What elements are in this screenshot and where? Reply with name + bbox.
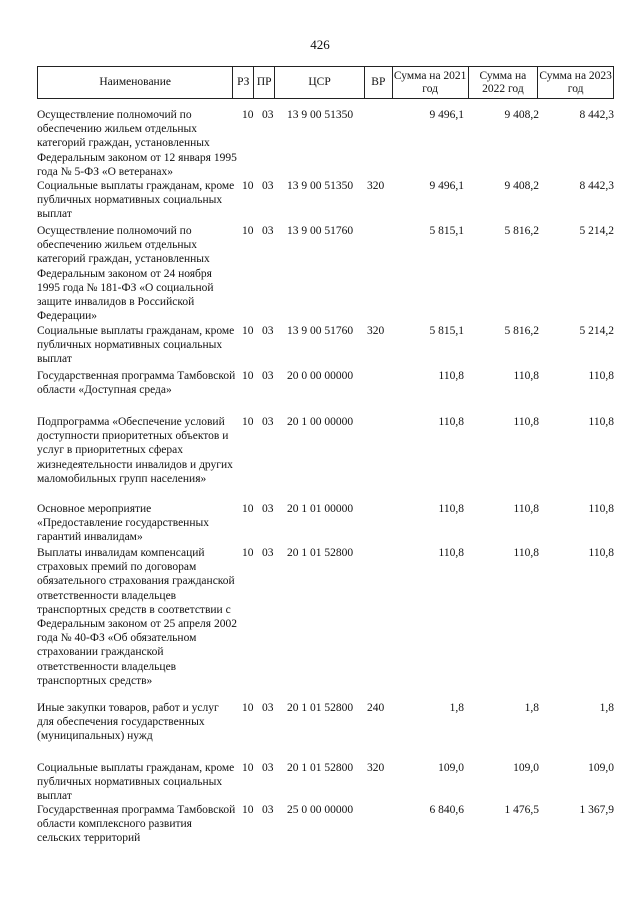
row-csr: 13 9 00 51350 [287, 109, 354, 121]
row-sum-2021: 6 840,6 [429, 804, 464, 816]
row-name: Иные закупки товаров, работ и услуг для обеспечения государственных (муниципальных) нужд [37, 702, 219, 743]
table-row [37, 546, 614, 701]
row-sum-2023: 8 442,3 [579, 109, 614, 121]
row-rz: 10 [242, 702, 254, 714]
header-sum-2021: Сумма на 2021 год [393, 67, 469, 98]
row-sum-2023: 1,8 [599, 702, 614, 714]
row-rz: 10 [242, 416, 254, 428]
row-vr: 320 [367, 325, 385, 337]
row-pr: 03 [262, 225, 274, 237]
row-sum-2022: 9 408,2 [504, 180, 539, 192]
row-sum-2023: 110,8 [588, 416, 614, 428]
header-csr: ЦСР [275, 67, 365, 98]
row-rz: 10 [242, 180, 254, 192]
row-pr: 03 [262, 325, 274, 337]
row-sum-2021: 5 815,1 [429, 325, 464, 337]
table-row [37, 224, 614, 324]
row-name: Выплаты инвалидам компенсаций страховых премий по договорам обязательного страхования гражданской ответственности владельцев транспортных средств в соответствии с Федеральным законом от 25 апреля 2002 года № 40-ФЗ «Об обязательном страховании гражданской ответственности владельцев транспортных средств» [37, 547, 237, 687]
row-sum-2022: 109,0 [513, 762, 539, 774]
table-row [37, 415, 614, 502]
row-sum-2022: 1,8 [524, 702, 539, 714]
row-sum-2022: 110,8 [513, 416, 539, 428]
row-pr: 03 [262, 370, 274, 382]
header-rz: РЗ [233, 67, 254, 98]
row-sum-2023: 110,8 [588, 370, 614, 382]
row-pr: 03 [262, 416, 274, 428]
row-name: Государственная программа Тамбовской области «Доступная среда» [37, 370, 236, 397]
row-pr: 03 [262, 547, 274, 559]
row-rz: 10 [242, 503, 254, 515]
row-sum-2023: 110,8 [588, 503, 614, 515]
header-pr: ПР [254, 67, 275, 98]
row-pr: 03 [262, 503, 274, 515]
row-sum-2021: 5 815,1 [429, 225, 464, 237]
row-rz: 10 [242, 762, 254, 774]
header-sum-2023: Сумма на 2023 год [539, 69, 612, 95]
row-sum-2021: 109,0 [438, 762, 464, 774]
row-sum-2022: 110,8 [513, 503, 539, 515]
row-sum-2023: 8 442,3 [579, 180, 614, 192]
row-name: Осуществление полномочий по обеспечению жильем отдельных категорий граждан, установленных Федеральным законом от 12 января 1995 года № 5-ФЗ «О ветеранах» [37, 109, 237, 178]
table-row [37, 761, 614, 803]
table-row [37, 108, 614, 179]
row-name: Осуществление полномочий по обеспечению жильем отдельных категорий граждан, установленных Федеральным законом от 24 ноября 1995 года № 181-ФЗ «О социальной защите инвалидов в Российской Федерации» [37, 225, 214, 323]
row-sum-2023: 110,8 [588, 547, 614, 559]
header-vr: ВР [365, 67, 393, 98]
row-sum-2021: 110,8 [438, 370, 464, 382]
row-rz: 10 [242, 325, 254, 337]
row-sum-2022: 9 408,2 [504, 109, 539, 121]
row-sum-2023: 109,0 [588, 762, 614, 774]
header-name: Наименование [38, 67, 233, 98]
row-name: Основное мероприятие «Предоставление государственных гарантий инвалидам» [37, 503, 209, 544]
row-name: Социальные выплаты гражданам, кроме публичных нормативных социальных выплат [37, 325, 235, 366]
table-row [37, 803, 614, 851]
row-sum-2021: 9 496,1 [429, 109, 464, 121]
row-csr: 13 9 00 51760 [287, 325, 354, 337]
row-sum-2023: 1 367,9 [579, 804, 614, 816]
row-rz: 10 [242, 804, 254, 816]
row-sum-2021: 110,8 [438, 503, 464, 515]
row-csr: 13 9 00 51760 [287, 225, 354, 237]
row-rz: 10 [242, 225, 254, 237]
row-vr: 320 [367, 180, 385, 192]
row-sum-2022: 110,8 [513, 547, 539, 559]
table-row [37, 324, 614, 369]
row-sum-2021: 110,8 [438, 547, 464, 559]
row-pr: 03 [262, 109, 274, 121]
row-sum-2021: 110,8 [438, 416, 464, 428]
row-name: Государственная программа Тамбовской области комплексного развития сельских территорий [37, 804, 236, 845]
row-sum-2021: 9 496,1 [429, 180, 464, 192]
row-rz: 10 [242, 547, 254, 559]
row-csr: 13 9 00 51350 [287, 180, 354, 192]
row-pr: 03 [262, 180, 274, 192]
row-name: Социальные выплаты гражданам, кроме публичных нормативных социальных выплат [37, 180, 235, 221]
page-number: 426 [310, 37, 330, 52]
row-csr: 20 0 00 00000 [287, 370, 354, 382]
table-row [37, 179, 614, 224]
row-csr: 20 1 01 52800 [287, 762, 354, 774]
row-name: Подпрограмма «Обеспечение условий доступности приоритетных объектов и услуг в приоритетных сферах жизнедеятельности инвалидов и других маломобильных групп населения» [37, 416, 233, 485]
row-vr: 240 [367, 702, 385, 714]
row-sum-2022: 5 816,2 [504, 325, 539, 337]
row-csr: 20 1 01 52800 [287, 702, 354, 714]
table-row [37, 369, 614, 415]
row-sum-2022: 110,8 [513, 370, 539, 382]
table-row [37, 502, 614, 546]
row-sum-2021: 1,8 [449, 702, 464, 714]
row-csr: 20 1 01 00000 [287, 503, 354, 515]
table-body [37, 108, 614, 851]
header-sum-2022: Сумма на 2022 год [469, 67, 539, 98]
row-csr: 20 1 01 52800 [287, 547, 354, 559]
row-csr: 25 0 00 00000 [287, 804, 354, 816]
row-rz: 10 [242, 370, 254, 382]
row-vr: 320 [367, 762, 385, 774]
table-row [37, 701, 614, 761]
row-sum-2022: 5 816,2 [504, 225, 539, 237]
row-sum-2023: 5 214,2 [579, 325, 614, 337]
row-csr: 20 1 00 00000 [287, 416, 354, 428]
table-header [37, 66, 614, 99]
row-sum-2023: 5 214,2 [579, 225, 614, 237]
row-pr: 03 [262, 762, 274, 774]
row-sum-2022: 1 476,5 [504, 804, 539, 816]
row-pr: 03 [262, 702, 274, 714]
row-rz: 10 [242, 109, 254, 121]
row-name: Социальные выплаты гражданам, кроме публичных нормативных социальных выплат [37, 762, 235, 803]
row-pr: 03 [262, 804, 274, 816]
